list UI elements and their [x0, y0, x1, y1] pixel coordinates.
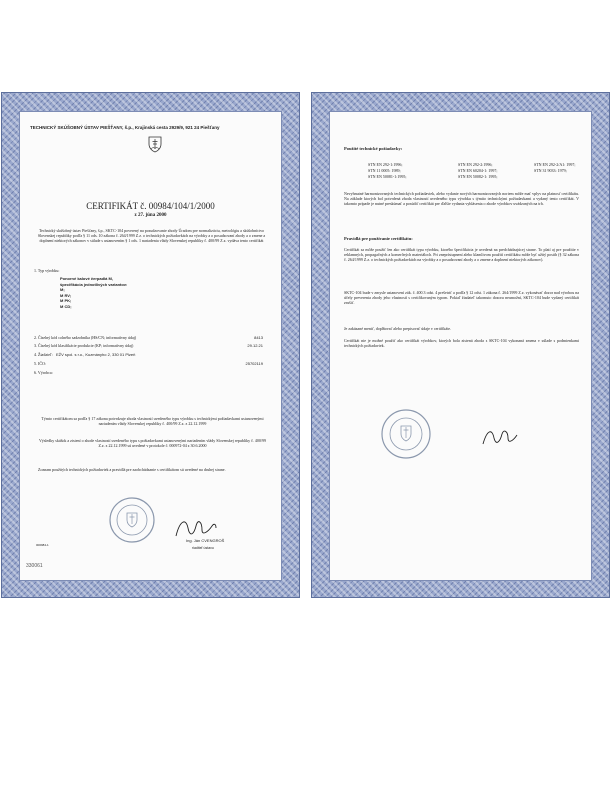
back-inner — [329, 111, 592, 581]
standard-cell: STN EN 292-2/A1: 1997; — [534, 162, 576, 167]
certificate-date: z 27. júna 2000 — [134, 213, 167, 218]
product-line: M; — [60, 287, 65, 293]
standard-cell: STN EN 60204-1: 1997; — [458, 167, 498, 173]
rule-no-changes: Je zakázané meniť, doplňovať alebo prepisovať údaje v certifikáte. — [344, 326, 452, 331]
certificate-page-back — [311, 92, 610, 598]
product-line: Ponorné kalové čerpadlá M, — [60, 276, 113, 281]
item3-value: 29.12.21 — [247, 343, 263, 348]
serial-number: 330061 — [26, 563, 43, 569]
product-line: M RV; — [60, 292, 72, 298]
product-line: M PK; — [60, 298, 72, 304]
signer-name: Ing. Ján CVENGROŠ — [186, 538, 225, 543]
requirements-note: Zoznam použitých technických požiadaviek a pravidlá pre zaobchádzanie s certifikátom sú uvedené na druhej strane. — [38, 467, 226, 472]
intro-paragraph: Technický skúšobný ústav Piešťany, š.p., SKTC-104 poverený na posudzovanie zhody Úradom pre normalizáciu, metrológiu a skúšobníctvo Slovenskej republiky podľa § 11 ods. 10 zákona č. 264/1999 Z.z. o technických požiadavkách na výrobky a o posudzovaní zhody a o zmene a doplnení niektorých zákonov v súlade s ustanovením § 1 ods. 1 nariadenia vlády Slovenskej republiky č. 400/99 Z.z. vydáva tento certifikát — [37, 228, 266, 243]
item2-value: 8413 — [254, 335, 263, 340]
item5-value: 25702119 — [245, 361, 263, 366]
small-code: 000984-1 — [36, 543, 49, 547]
rule-usage: Certifikát sa môže použiť len ako certifikát typu výrobku, ktorého špecifikácia je uvedená na predchádzajúcej strane. To platí aj pre použitie v reklamných, propagačných a komerčných materiáloch. Pri zneprístupnení alebo klamlivom použití certifikátu môže byť užitý postih (§ 32 zákona č. 264/1999 Z.z. o technických požiadavkách na výrobky a o posudzovaní zhody a o zmene a doplnení niektorých zákonov). — [344, 247, 579, 262]
front-inner — [19, 111, 282, 581]
standard-cell: STN 31 9033: 1979; — [534, 167, 567, 173]
standards-row — [368, 174, 592, 180]
product-list — [60, 276, 127, 310]
conformity-paragraph: Týmto certifikátom sa podľa § 17 zákona potvrdzuje zhoda vlastností uvedeného typu výrobku s technickými požiadavkami ustanovenými nariadením vlády Slovenskej republiky č. 400/99 Z.z. z 22.12.1999 — [41, 416, 264, 426]
certificate-title: CERTIFIKÁT č. 00984/104/1/2000 — [86, 201, 215, 211]
standards-table — [368, 162, 592, 179]
coat-of-arms-icon — [148, 136, 162, 153]
standard-cell: STN EN 50081-1:1995; — [368, 173, 407, 179]
item1-label: 1. Typ výrobku: — [34, 268, 60, 273]
item5-label: 5. IČO: — [34, 361, 46, 366]
product-line: M CD; — [60, 303, 72, 309]
standard-cell: STN EN 292-1:1996; — [368, 162, 403, 167]
official-stamp — [108, 496, 156, 544]
signature-mark — [480, 424, 520, 452]
standards-heading: Použité technické požiadavky: — [344, 146, 403, 151]
item3-label: 3. Číselný kód klasifikácie produkcie (KP; informatívny údaj) — [34, 343, 134, 348]
standard-cell: STN 11 0005: 1989; — [368, 167, 401, 173]
rule-restriction: Certifikát nie je možné použiť ako certifikát výrobkov, ktorých bola zistená zhoda s SKTC-104 vykonaná zmena v súlade s podmienkami technických požiadaviek. — [344, 338, 579, 348]
norms-paragraph: Nevyhnutné harmonizovaných technických požiadaviek, alebo vydanie nových harmonizovaných noriem môže mať vplyv na platnosť certifikátu. Na základe ktorých bol potvrdená zhoda vlastností uvedeného typu výrobku s týmito technickými požiadavkami a vydaný tento certifikát. V takomto prípade je nutné preskúmať a posúdiť certifikát pre ďalšie vydania vyhlásenia o zhode výrobkov uvádzaných na trh. — [344, 191, 579, 206]
certificate-page-front — [1, 92, 300, 598]
item6-label: 6. Výrobca: — [34, 370, 53, 375]
rule-supervision: SKTC-104 bude v zmysle ustanovení zák. č. 400.3 odst. 4 prešetriť a podľa § 12 odst. 1 zákona č. 264/1999 Z.z. vykonávať dozor nad výrobou na účely preverenia zhody jeho vlastností s certifikovaným typom. Pokiaľ žiadateľ takomuto dozoru neumožní, SKTC-104 bude vydaný certifikát zrušiť. — [344, 290, 579, 305]
product-line: špecifikácia jednotlivých variantov: — [60, 281, 128, 287]
standard-cell: STN EN 292-2:1996; — [458, 162, 493, 167]
signer-title: riaditeľ ústavu — [192, 546, 214, 550]
official-stamp — [380, 408, 432, 460]
rules-heading: Pravidlá pre používanie certifikátu: — [344, 236, 413, 241]
standard-cell: STN EN 50082-1: 1995; — [458, 173, 498, 179]
item4-value: EŽV spol. s r.o., Kuzmányho 2, 330 01 Plzeň — [56, 352, 136, 357]
item4-label: 4. Žiadateľ: — [34, 352, 53, 357]
issuer-header: TECHNICKÝ SKÚŠOBNÝ ÚSTAV PIEŠŤANY, š.p., Krajinská cesta 2929/9, 921 24 Piešťany — [30, 125, 220, 130]
results-paragraph: Výsledky skúšok a zistení o zhode vlastností uvedeného typu s požiadavkami ustanovenými nariadením vlády Slovenskej republiky č. 400/99 Z.z. z 22.12.1999 sú uvedené v protokole č. 000972-04 z 30.6.2000 — [38, 438, 267, 448]
item2-label: 2. Číselný kód colného sadzobníka (HS/CN; informatívny údaj) — [34, 335, 137, 340]
